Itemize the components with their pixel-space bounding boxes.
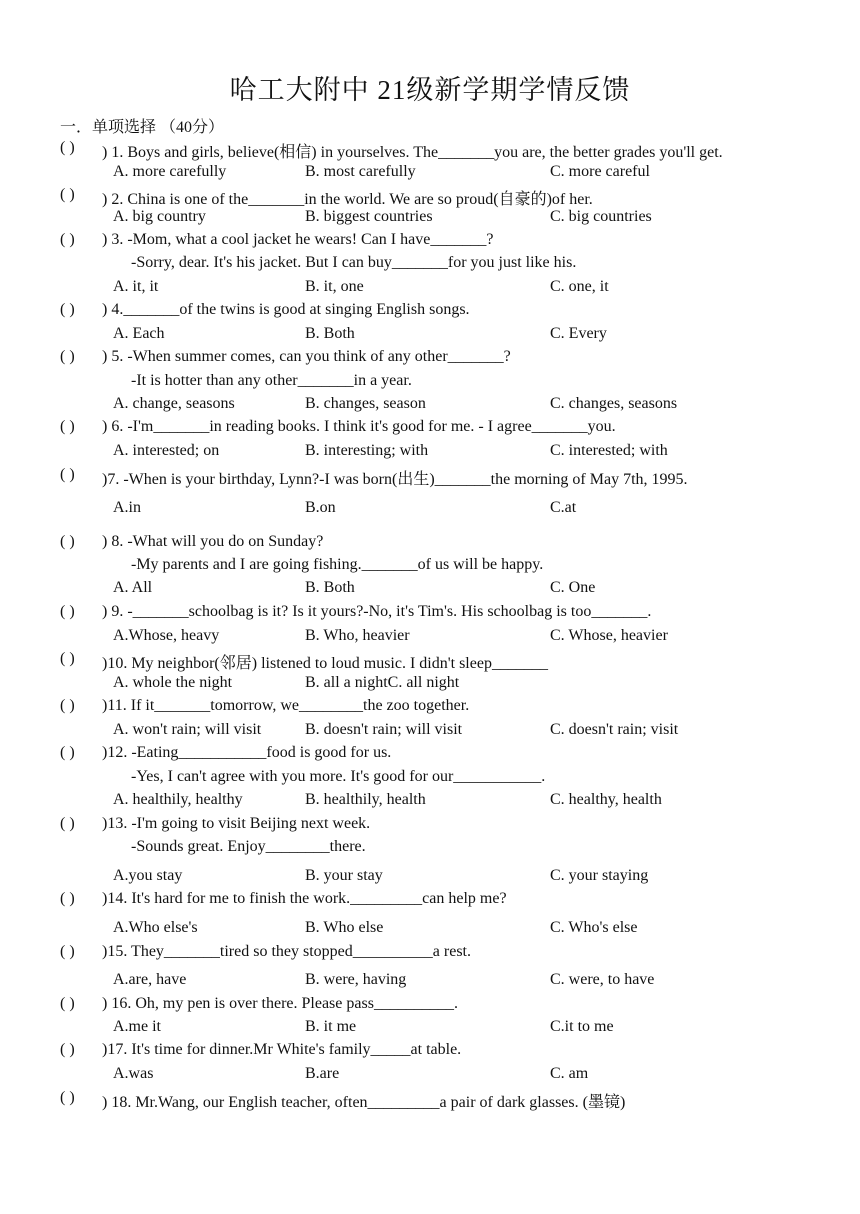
question-continuation: -My parents and I are going fishing._______of us will be happy.	[131, 556, 544, 573]
option-c: C. Whose, heavier	[550, 627, 668, 644]
option-c: C. big countries	[550, 208, 652, 225]
answer-bracket: ( )	[60, 1089, 75, 1106]
option-a: A.Who else's	[113, 919, 198, 936]
question-text: )15. They_______tired so they stopped__________a rest.	[102, 943, 471, 960]
option-b: B. were, having	[305, 971, 407, 988]
option-c: C. your staying	[550, 867, 649, 884]
answer-bracket: ( )	[60, 603, 75, 620]
answer-bracket: ( )	[60, 418, 75, 435]
answer-bracket: ( )	[60, 186, 75, 203]
option-b: B. doesn't rain; will visit	[305, 721, 463, 738]
answer-bracket: ( )	[60, 697, 75, 714]
answer-bracket: ( )	[60, 466, 75, 483]
answer-bracket: ( )	[60, 744, 75, 761]
option-a: A.Whose, heavy	[113, 627, 220, 644]
option-c: C. changes, seasons	[550, 395, 678, 412]
answer-bracket: ( )	[60, 650, 75, 667]
question-text: )13. -I'm going to visit Beijing next week.	[102, 815, 371, 832]
question-text: ) 4._______of the twins is good at singing English songs.	[102, 301, 470, 318]
answer-bracket: ( )	[60, 1041, 75, 1058]
option-a: A. change, seasons	[113, 395, 235, 412]
question-text: )7. -When is your birthday, Lynn?-I was born(出生)_______the morning of May 7th, 1995.	[102, 471, 688, 488]
answer-bracket: ( )	[60, 943, 75, 960]
option-a: A. whole the night	[113, 674, 233, 691]
option-a: A.are, have	[113, 971, 187, 988]
option-b: B. all a nightC. all night	[305, 674, 460, 691]
option-b: B.are	[305, 1065, 340, 1082]
option-a: A. Each	[113, 325, 165, 342]
option-a: A. it, it	[113, 278, 159, 295]
page-title: 哈工大附中 21级新学期学情反馈	[229, 75, 631, 105]
option-a: A. interested; on	[113, 442, 220, 459]
question-text: )10. My neighbor(邻居) listened to loud music. I didn't sleep_______	[102, 655, 548, 672]
option-a: A. All	[113, 579, 153, 596]
option-b: B. healthily, health	[305, 791, 426, 808]
answer-bracket: ( )	[60, 139, 75, 156]
question-text: ) 3. -Mom, what a cool jacket he wears! Can I have_______?	[102, 231, 494, 248]
question-text: )12. -Eating___________food is good for us.	[102, 744, 392, 761]
question-text: ) 5. -When summer comes, can you think of any other_______?	[102, 348, 511, 365]
option-b: B. it me	[305, 1018, 357, 1035]
option-a: A. big country	[113, 208, 206, 225]
option-b: B. most carefully	[305, 163, 416, 180]
option-b: B. Who, heavier	[305, 627, 410, 644]
option-c: C.it to me	[550, 1018, 614, 1035]
answer-bracket: ( )	[60, 815, 75, 832]
option-c: C. One	[550, 579, 596, 596]
question-continuation: -Sorry, dear. It's his jacket. But I can buy_______for you just like his.	[131, 254, 577, 271]
question-text: ) 18. Mr.Wang, our English teacher, often_________a pair of dark glasses. (墨镜)	[102, 1094, 626, 1111]
option-b: B. changes, season	[305, 395, 426, 412]
option-a: A.me it	[113, 1018, 161, 1035]
answer-bracket: ( )	[60, 301, 75, 318]
option-c: C. one, it	[550, 278, 609, 295]
option-c: C. more careful	[550, 163, 650, 180]
answer-bracket: ( )	[60, 890, 75, 907]
option-c: C. were, to have	[550, 971, 655, 988]
option-a: A. more carefully	[113, 163, 227, 180]
option-a: A. won't rain; will visit	[113, 721, 262, 738]
question-text: )11. If it_______tomorrow, we________the zoo together.	[102, 697, 470, 714]
option-b: B. biggest countries	[305, 208, 433, 225]
option-b: B. Who else	[305, 919, 384, 936]
option-c: C. Every	[550, 325, 607, 342]
question-text: ) 1. Boys and girls, believe(相信) in yourselves. The_______you are, the better grades you'll get.	[102, 144, 723, 161]
option-a: A. healthily, healthy	[113, 791, 243, 808]
question-text: ) 2. China is one of the_______in the world. We are so proud(自豪的)of her.	[102, 191, 593, 208]
question-continuation: -Yes, I can't agree with you more. It's good for our___________.	[131, 768, 546, 785]
question-text: ) 6. -I'm_______in reading books. I think it's good for me. - I agree_______you.	[102, 418, 616, 435]
section-heading: 一．单项选择 （40分）	[60, 119, 225, 136]
option-a: A.was	[113, 1065, 154, 1082]
option-c: C. healthy, health	[550, 791, 662, 808]
option-b: B. Both	[305, 579, 355, 596]
answer-bracket: ( )	[60, 348, 75, 365]
question-text: ) 9. -_______schoolbag is it? Is it yours?-No, it's Tim's. His schoolbag is too_______.	[102, 603, 652, 620]
option-b: B. Both	[305, 325, 355, 342]
answer-bracket: ( )	[60, 995, 75, 1012]
question-continuation: -It is hotter than any other_______in a year.	[131, 372, 412, 389]
option-c: C. am	[550, 1065, 589, 1082]
option-b: B.on	[305, 499, 336, 516]
answer-bracket: ( )	[60, 231, 75, 248]
question-text: )17. It's time for dinner.Mr White's family_____at table.	[102, 1041, 462, 1058]
question-continuation: -Sounds great. Enjoy________there.	[131, 838, 366, 855]
option-c: C.at	[550, 499, 577, 516]
question-text: )14. It's hard for me to finish the work._________can help me?	[102, 890, 507, 907]
option-c: C. Who's else	[550, 919, 638, 936]
option-b: B. it, one	[305, 278, 364, 295]
question-text: ) 8. -What will you do on Sunday?	[102, 533, 324, 550]
answer-bracket: ( )	[60, 533, 75, 550]
question-text: ) 16. Oh, my pen is over there. Please pass__________.	[102, 995, 458, 1012]
option-a: A.you stay	[113, 867, 183, 884]
option-c: C. interested; with	[550, 442, 668, 459]
option-a: A.in	[113, 499, 141, 516]
option-b: B. interesting; with	[305, 442, 429, 459]
option-b: B. your stay	[305, 867, 383, 884]
option-c: C. doesn't rain; visit	[550, 721, 679, 738]
